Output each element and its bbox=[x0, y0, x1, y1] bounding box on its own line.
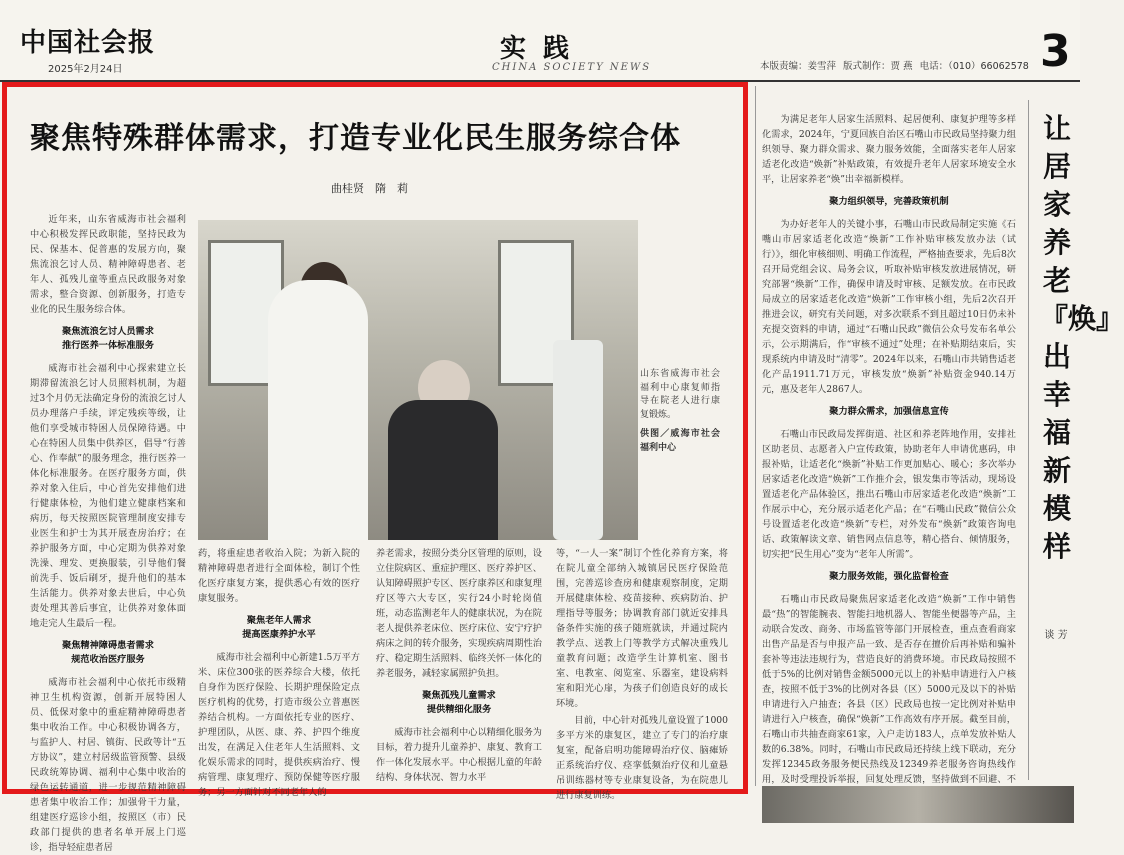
photo-caption bbox=[640, 368, 720, 455]
subheading: 聚力组织领导，完善政策机制 bbox=[829, 196, 949, 207]
side-article-author: 谈 芳 bbox=[1044, 630, 1068, 641]
phone-credit: 电话：（010）66062578 bbox=[919, 61, 1029, 72]
paragraph: 目前，中心针对孤残儿童设置了1000多平方米的康复区，建立了专门的治疗康复室，配备启明功能障碍治疗仪、脑瘫矫正系统治疗仪、痉挛低频治疗仪和儿童悬吊训练器材等专业康复设备，为在院患儿进行康复训练。 bbox=[556, 715, 728, 801]
page-number: 3 bbox=[1040, 26, 1071, 77]
paragraph: 威海市社会福利中心探索建立长期滞留流浪乞讨人员照料机制，为超过3个月仍无法确定身份的流浪乞讨人员办理落户手续，评定残疾等级，让他们享受城市特困人员保障待遇。中心在特困人员集中供养区，倡导“行善心、作奉献”的服务理念，推行医养一体化标准服务。在医疗服务方面，供养对象入住后，中心首先安排他们进行健康体检，为他们建立健康档案和病历，每天按照医院管理制度安排专业医生和护士为其开展查房治疗；在养护服务方面，中心定期为供养对象洗澡、理发、更换服装，引导他们餐前洗手、饭后刷牙，提升他们的基本生活能力。供养对象去世后，中心负责处理其善后事宜，让供养对象体面地走完人生最后一程。 bbox=[30, 363, 186, 629]
paragraph: 等，“一人一案”制订个性化养育方案，将在院儿童全部纳入城镇居民医疗保险范围，完善巡诊查房和健康观察制度，定期开展健康体检、疫苗接种、疾病防治、护理指导等服务；协调教育部门就近安排具备条件实施的孩子随班就读，并通过院内教学点、送教上门等教学方式解决重残儿童教育问题；改造学生计算机室、图书室、电教室、阅览室、乐器室，建设病料室和阳光心扉，为孩子们创造良好的成长环境。 bbox=[556, 548, 728, 709]
subheading: 聚焦流浪乞讨人员需求 推行医养一体标准服务 bbox=[62, 326, 154, 351]
article-column-4 bbox=[556, 546, 728, 801]
photo-credit: 供图／威海市社会福利中心 bbox=[640, 429, 720, 453]
article-headline: 聚焦特殊群体需求，打造专业化民生服务综合体 bbox=[30, 121, 681, 156]
bottom-photo bbox=[762, 786, 1074, 823]
subheading: 聚焦孤残儿童需求 提供精细化服务 bbox=[422, 690, 496, 715]
article-column-3 bbox=[376, 546, 542, 782]
article-byline: 曲桂贤 隋 莉 bbox=[331, 182, 408, 195]
subheading: 聚力服务效能，强化监督检查 bbox=[829, 571, 949, 582]
section-title: 实 践 bbox=[500, 34, 574, 64]
paragraph: 威海市社会福利中心新建1.5万平方米、床位300张的医养综合大楼，依托自身作为医疗保险、长期护理保险定点医疗机构的优势，打造市级公立普惠医养结合机构。一方面依托专业的医疗、护理团队，从医、康、养、护四个维度出发，在满足入住老年人生活照料、文化娱乐需求的同时，提供疾病治疗、慢病管理、康复理疗、预防保健等医疗服务；另一方面针对不同老年人的 bbox=[198, 652, 360, 798]
article-column-1 bbox=[30, 212, 186, 853]
side-article-title: 让居家养老『焕』出幸福新模样 bbox=[1040, 112, 1124, 563]
newspaper-logo: 中国社会报 bbox=[20, 28, 156, 58]
photo-rehab-machine bbox=[553, 340, 603, 540]
column-divider bbox=[1028, 100, 1029, 780]
editor-credit: 本版责编：姜雪萍 bbox=[760, 61, 837, 72]
paragraph: 为办好老年人的关键小事，石嘴山市民政局制定实施《石嘴山市居家适老化改造“焕新”工作补贴审核发放办法（试行）》，细化审核细则、明确工作流程，严格抽查要求，先后8次召开局党组会议、局务会议，听取补贴审核发放进展情况，研究部署“焕新”工作，确保申请及时审核、足额发放。在市民政局成立的居家适老化改造“焕新”工作审核小组，先后2次召开推进会议，研究有关问题，对多次联系不到且超过10日仍未补充提交资料的申请，通过“石嘴山民政”微信公众号发布名单公示，公示期满后，作“审核不通过”处理；在补贴期结束后，实现系统内申请及时“清零”。2024年以来，石嘴山市共销售适老化产品1911.71万元，审核发放“焕新”补贴资金940.14万元，惠及老年人2867人。 bbox=[762, 219, 1016, 395]
photo-patient bbox=[388, 400, 498, 540]
paragraph: 威海市社会福利中心以精细化服务为目标，着力提升儿童养护、康复、教育工作一体化发展水平。中心根据儿童的年龄结构、身体状况、智力水平 bbox=[376, 727, 542, 783]
column-divider bbox=[755, 86, 756, 786]
paragraph: 为满足老年人居家生活照料、起居便利、康复护理等多样化需求，2024年，宁夏回族自治区石嘴山市民政局坚持聚力组织领导、聚力群众需求、聚力服务效能，全面落实老年人居家适老化改造“焕新”补贴政策，有效提升老年人居家环境安全水平，让居家养老“焕”出幸福新模样。 bbox=[762, 114, 1016, 185]
paragraph: 近年来，山东省威海市社会福利中心积极发挥民政职能，坚持民政为民、保基本、促普惠的发展方向，聚焦流浪乞讨人员、精神障碍患者、老年人、孤残儿童等重点民政服务对象需求，整合资源、创新服务，打造专业化的民生服务综合体。 bbox=[30, 214, 186, 315]
paragraph: 药，将重症患者收治入院；为新入院的精神障碍患者进行全面体检，制订个性化医疗康复方案，提供悉心有效的医疗康复服务。 bbox=[198, 548, 360, 604]
page-credits bbox=[760, 58, 1033, 72]
article-photo bbox=[198, 220, 638, 540]
paragraph: 威海市社会福利中心依托市级精神卫生机构资源，创新开展特困人员、低保对象中的重症精神障碍患者集中收治工作。中心积极协调各方，与监护人、村居、镇街、民政等计“五方协议”，建立村居级监管预警、县级民政统筹协调、福利中心集中收治的绿色运转通道，进一步规范精神障碍患者集中收治工作；加强骨干力量，组建医疗巡诊小组，按照区（市）民政部门提供的患者名单开展上门巡诊，指导轻症患者居 bbox=[30, 677, 186, 853]
publication-date: 2025年2月24日 bbox=[48, 64, 123, 75]
paragraph: 养老需求，按照分类分区管理的原则，设立住院病区、重症护理区、医疗养护区、认知障碍照护专区、医疗康养区和康复理疗区等六大专区，实行24小时轮岗值班，动态监测老年人的健康状况，为在院老人提供养老床位、医疗床位、安宁疗护病床之间的转介服务，实现疾病周期性治疗、稳定期生活照料、临终关怀一体化的养老服务，减轻家属照护负担。 bbox=[376, 548, 542, 679]
layout-credit: 版式制作：贾 燕 bbox=[843, 61, 913, 72]
paragraph: 石嘴山市民政局发挥街道、社区和养老阵地作用，安排社区助老员、志愿者入户宣传政策，协助老年人申请优惠码，申报补贴，让适老化“焕新”补贴工作更加贴心、暖心；多次举办居家适老化改造“焕新”工作推介会，银发集市等活动，现场设置适老化产品体验区，推出石嘴山市居家适老化改造“焕新”工作展示中心，充分展示适老化产品；在“石嘴山民政”微信公众号设置适老化改造“焕新”专栏，对外发布“焕新”政策咨询电话、政策解读文章、销售网点信息等，精心搭台、倾情服务，切实把“民生用心”变为“老年人所需”。 bbox=[762, 429, 1016, 560]
section-english: CHINA SOCIETY NEWS bbox=[492, 62, 652, 73]
article-column-2 bbox=[198, 546, 360, 798]
paragraph: 石嘴山市民政局聚焦居家适老化改造“焕新”工作中销售最“热”的智能腕表、智能扫地机器人、智能坐便器等产品，主动联合发改、商务、市场监管等部门开展检查，重点查看商家出售产品是否与申报产品一致、是否存在擅价后再补贴和骗补套补等违法违规行为，营造良好的消费环境。市民政局按照不低于5%的比例对销售金额5000元以上的补贴申请进行入户核查，按照不低于3%的比例对各县（区）5000元及以下的补贴申请进行入户抽查；各县（区）民政局也按一定比例对补贴申请进行入户核查，确保“焕新”工作高效有序开展。截至目前，石嘴山市共抽查商家61家，入户走访183人，点单发放补贴人数的6.38%。同时，石嘴山市民政局还持续上线下联动，充分发挥12345政务服务便民热线及12349养老服务咨询热线作用，及时受理投诉举报，回复处理反馈，坚持做到不回避、不 bbox=[762, 594, 1016, 785]
caption-text: 山东省威海市社会福利中心康复师指导在院老人进行康复锻炼。 bbox=[640, 369, 720, 420]
photo-doctor bbox=[268, 280, 368, 540]
subheading: 聚焦精神障碍患者需求 规范收治医疗服务 bbox=[62, 640, 154, 665]
subheading: 聚焦老年人需求 提高医康养护水平 bbox=[242, 615, 316, 640]
subheading: 聚力群众需求，加强信息宣传 bbox=[829, 406, 949, 417]
side-article-body bbox=[762, 112, 1016, 785]
masthead bbox=[0, 0, 1080, 82]
